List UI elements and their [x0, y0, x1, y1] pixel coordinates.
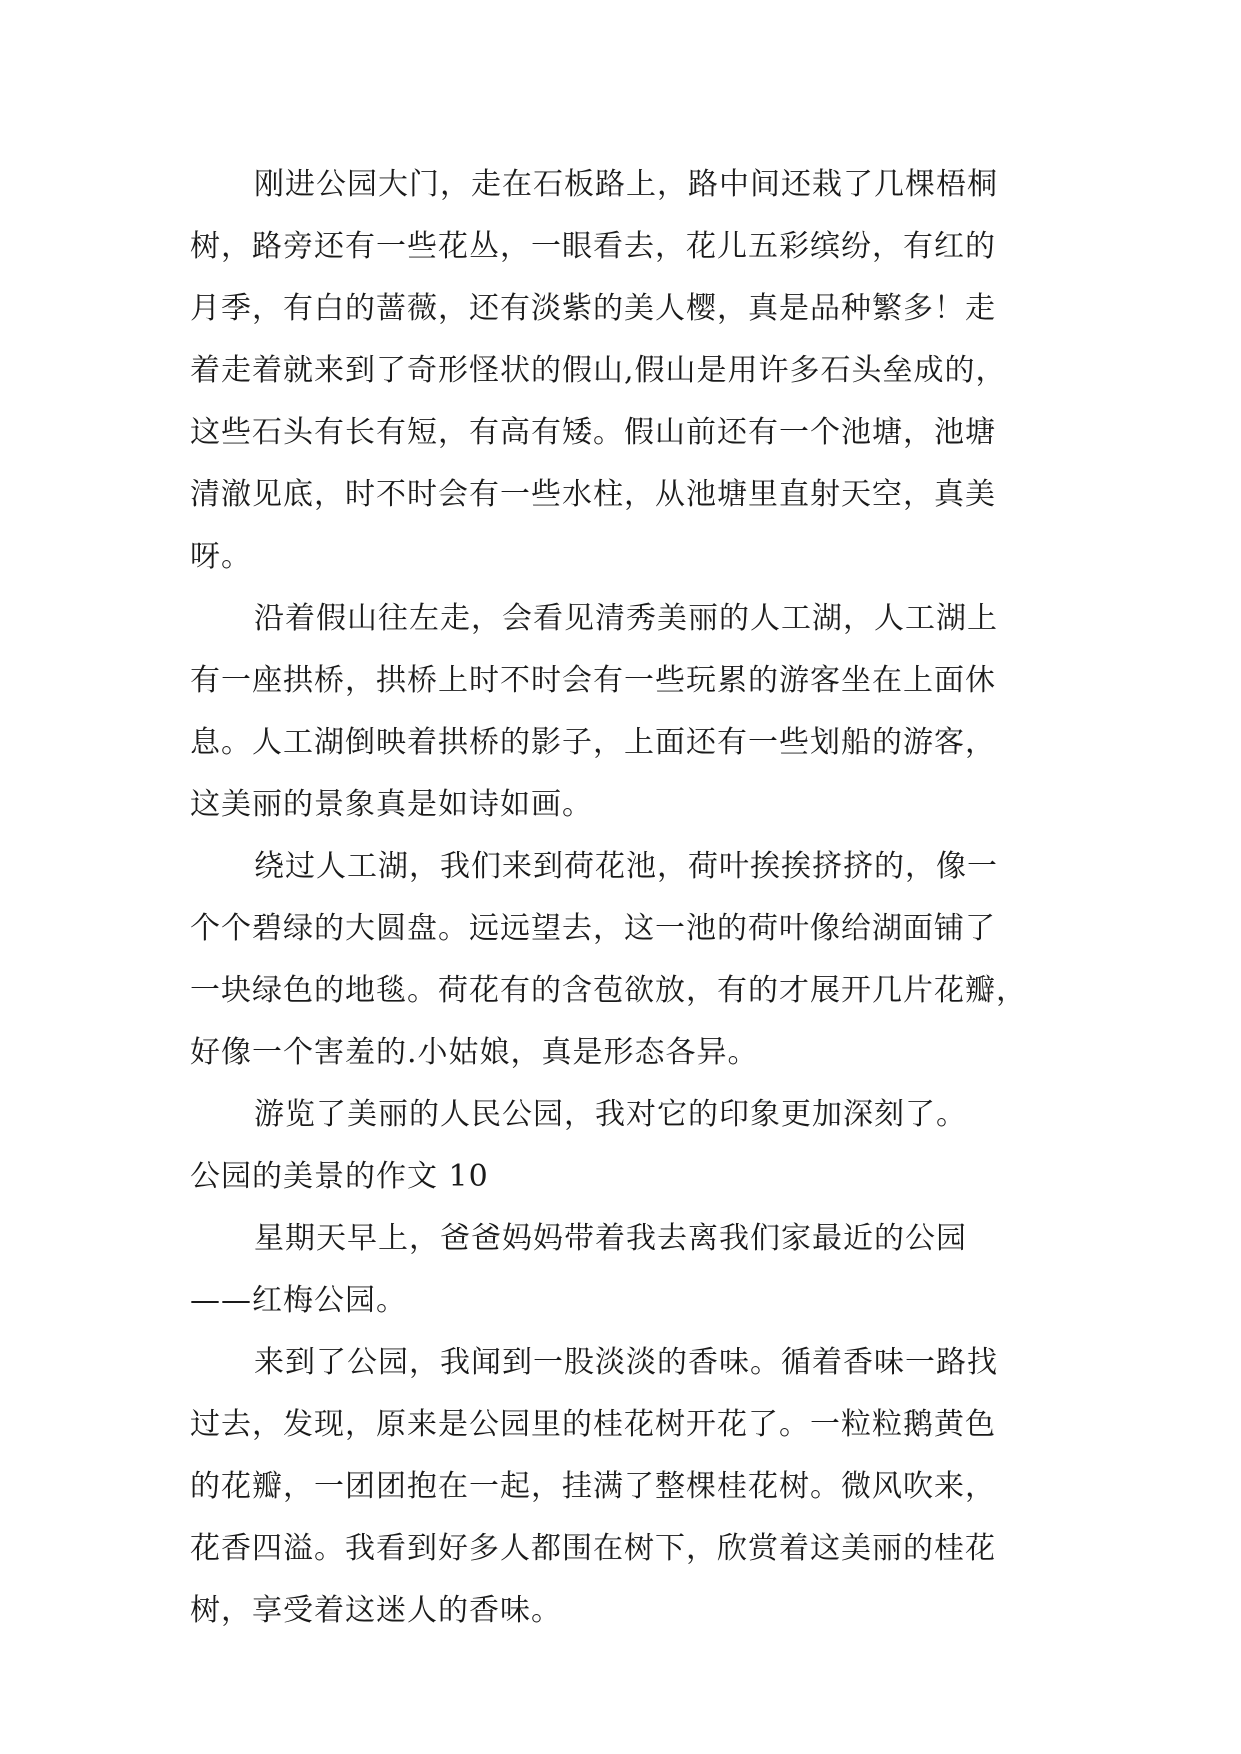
section-heading: 公园的美景的作文 10: [190, 1159, 489, 1194]
text-line: 来到了公园，我闻到一股淡淡的香味。循着香味一路找: [254, 1345, 998, 1380]
text-line: 着走着就来到了奇形怪状的假山,假山是用许多石头垒成的，: [190, 353, 1007, 388]
text-line: 过去，发现，原来是公园里的桂花树开花了。一粒粒鹅黄色: [190, 1407, 996, 1442]
text-line: 花香四溢。我看到好多人都围在树下，欣赏着这美丽的桂花: [190, 1531, 996, 1566]
text-line: 一块绿色的地毯。荷花有的含苞欲放，有的才展开几片花瓣，: [190, 973, 1027, 1008]
text-line: 游览了美丽的人民公园，我对它的印象更加深刻了。: [254, 1097, 967, 1132]
text-line: 星期天早上，爸爸妈妈带着我去离我们家最近的公园: [254, 1221, 967, 1256]
text-line: 呀。: [190, 539, 252, 574]
text-line: 树，路旁还有一些花丛，一眼看去，花儿五彩缤纷，有红的: [190, 229, 996, 264]
text-line: 绕过人工湖，我们来到荷花池，荷叶挨挨挤挤的，像一: [254, 849, 998, 884]
text-line: 有一座拱桥，拱桥上时不时会有一些玩累的游客坐在上面休: [190, 663, 996, 698]
text-line: 这些石头有长有短，有高有矮。假山前还有一个池塘，池塘: [190, 415, 996, 450]
text-line: 树，享受着这迷人的香味。: [190, 1593, 562, 1628]
text-line: 月季，有白的蔷薇，还有淡紫的美人樱，真是品种繁多！走: [190, 291, 996, 326]
text-line: 个个碧绿的大圆盘。远远望去，这一池的荷叶像给湖面铺了: [190, 911, 996, 946]
text-line: 的花瓣，一团团抱在一起，挂满了整棵桂花树。微风吹来，: [190, 1469, 996, 1504]
text-line: ——红梅公园。: [190, 1283, 407, 1318]
text-line: 清澈见底，时不时会有一些水柱，从池塘里直射天空，真美: [190, 477, 996, 512]
text-line: 这美丽的景象真是如诗如画。: [190, 787, 593, 822]
text-line: 沿着假山往左走，会看见清秀美丽的人工湖，人工湖上: [254, 601, 998, 636]
text-line: 息。人工湖倒映着拱桥的影子，上面还有一些划船的游客，: [190, 725, 996, 760]
body-text: [190, 154, 1070, 1642]
text-line: 好像一个害羞的.小姑娘，真是形态各异。: [190, 1035, 759, 1070]
text-line: 刚进公园大门，走在石板路上，路中间还栽了几棵梧桐: [254, 167, 998, 202]
